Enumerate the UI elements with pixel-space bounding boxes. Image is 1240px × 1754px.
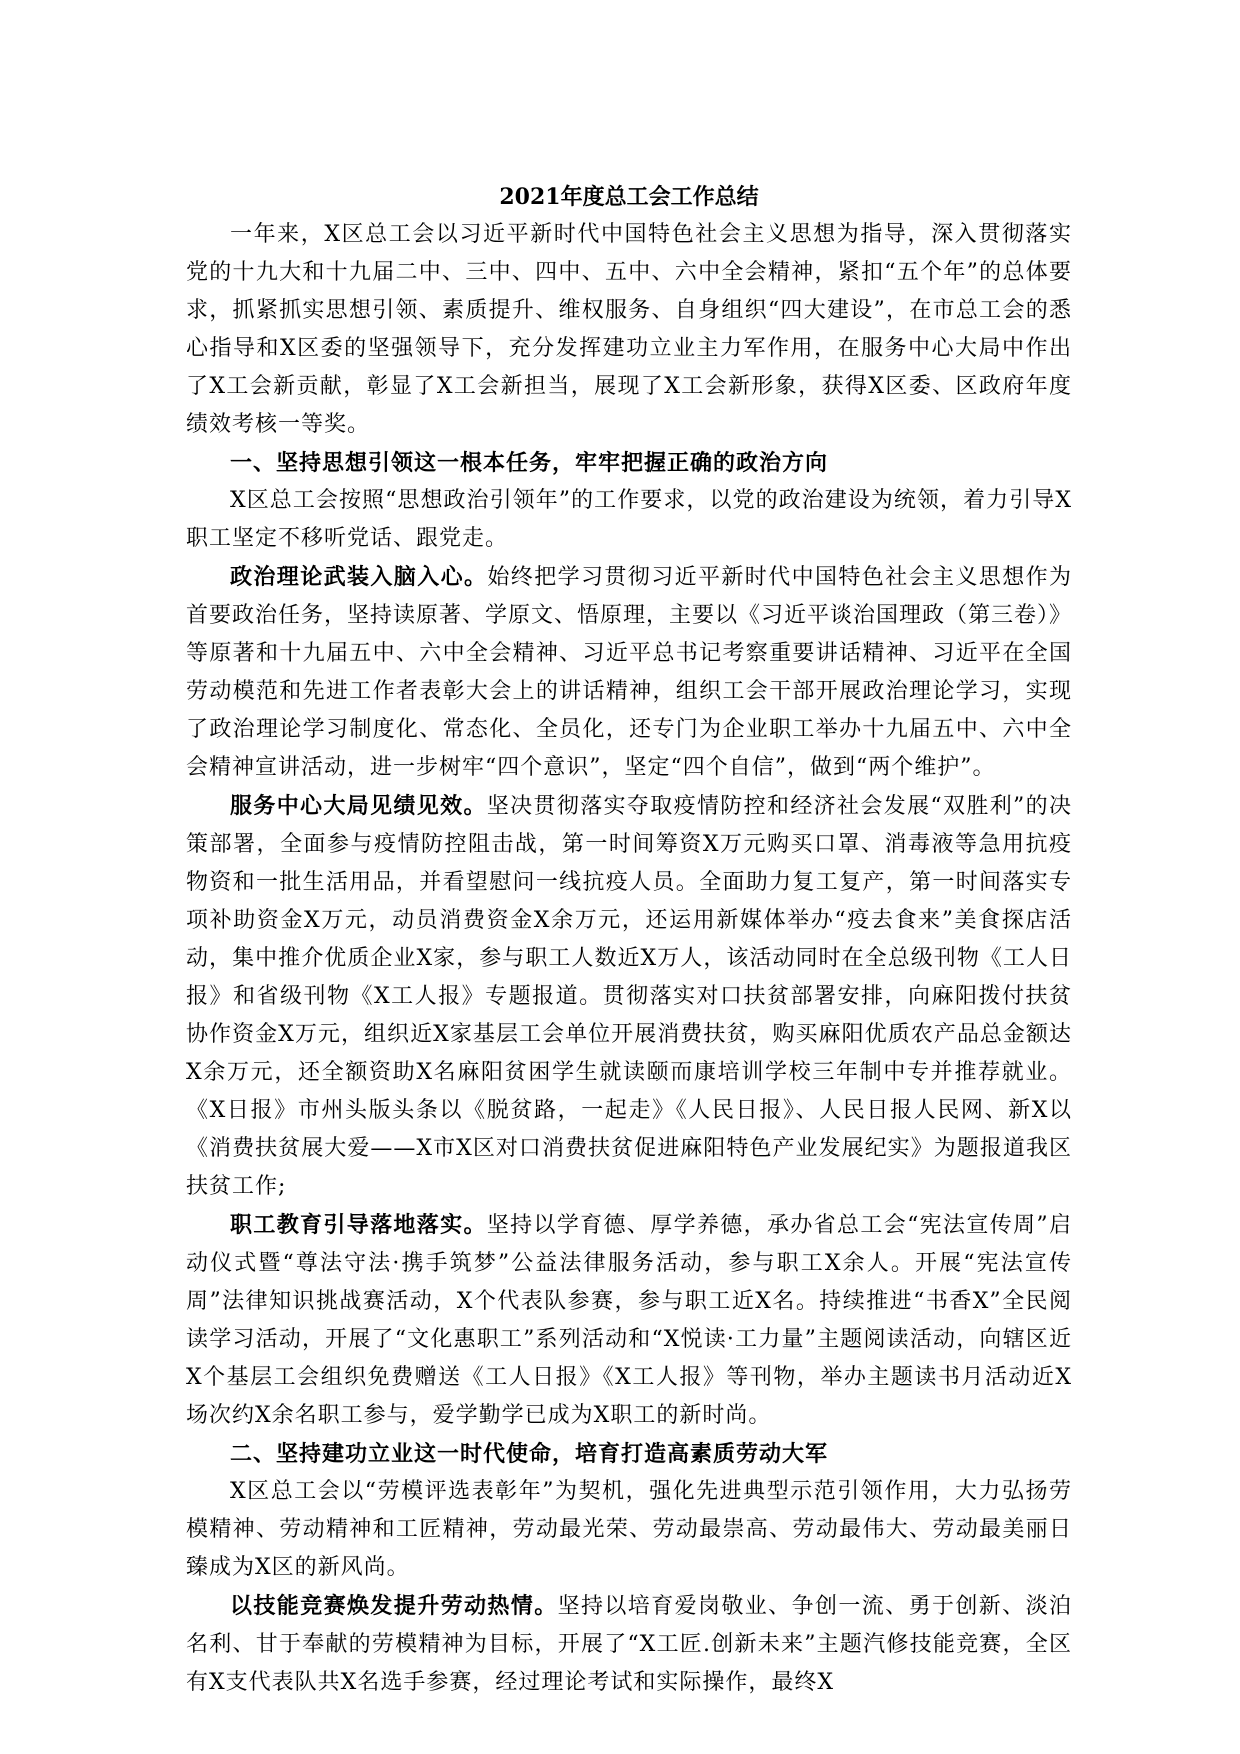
section-1-intro: X区总工会按照“思想政治引领年”的工作要求，以党的政治建设为统领，着力引导X职工坚定不移听党话、跟党走。: [186, 488, 1072, 551]
section-1-heading: 一、坚持思想引领这一根本任务，牢牢把握正确的政治方向: [230, 450, 829, 476]
intro-paragraph: 一年来，X区总工会以习近平新时代中国特色社会主义思想为指导，深入贯彻落实党的十九大和十九届二中、三中、四中、五中、六中全会精神，紧扣“五个年”的总体要求，抓紧抓实思想引领、素质提升、维权服务、自身组织“四大建设”，在市总工会的悉心指导和X区委的坚强领导下，充分发挥建功立业主力军作用，在服务中心大局中作出了X工会新贡献，彰显了X工会新担当，展现了X工会新形象，获得X区委、区政府年度绩效考核一等奖。: [186, 222, 1072, 437]
paragraph-lead: 以技能竞赛焕发提升劳动热情。: [230, 1593, 558, 1619]
section-2-intro: X区总工会以“劳模评选表彰年”为契机，强化先进典型示范引领作用，大力弘扬劳模精神、劳动精神和工匠精神，劳动最光荣、劳动最崇高、劳动最伟大、劳动最美丽日臻成为X区的新风尚。: [186, 1479, 1072, 1580]
paragraph-lead: 职工教育引导落地落实。: [230, 1212, 487, 1238]
paragraph-lead: 服务中心大局见绩见效。: [230, 793, 487, 819]
document-title: 2021年度总工会工作总结: [499, 184, 759, 210]
paragraph-body: 坚持以学育德、厚学养德，承办省总工会“宪法宣传周”启动仪式暨“尊法守法·携手筑梦”公益法律服务活动，参与职工X余人。开展“宪法宣传周”法律知识挑战赛活动，X个代表队参赛，参与职工近X名。持续推进“书香X”全民阅读学习活动，开展了“文化惠职工”系列活动和“X悦读·工力量”主题阅读活动，向辖区近X个基层工会组织免费赠送《工人日报》《X工人报》等刊物，举办主题读书月活动近X场次约X余名职工参与，爱学勤学已成为X职工的新时尚。: [186, 1213, 1072, 1428]
section-1-paragraph-2: [186, 787, 1072, 1206]
document-page: [186, 178, 1072, 1702]
paragraph-body: 始终把学习贯彻习近平新时代中国特色社会主义思想作为首要政治任务，坚持读原著、学原文、悟原理，主要以《习近平谈治国理政（第三卷）》等原著和十九届五中、六中全会精神、习近平总书记考察重要讲话精神、习近平在全国劳动模范和先进工作者表彰大会上的讲话精神，组织工会干部开展政治理论学习，实现了政治理论学习制度化、常态化、全员化，还专门为企业职工举办十九届五中、六中全会精神宣讲活动，进一步树牢“四个意识”，坚定“四个自信”，做到“两个维护”。: [186, 565, 1073, 780]
section-1-paragraph-3: [186, 1206, 1072, 1435]
section-2-paragraph-1: [186, 1587, 1072, 1702]
section-1-paragraph-1: [186, 558, 1072, 787]
paragraph-lead: 政治理论武装入脑入心。: [230, 564, 488, 590]
paragraph-body: 坚决贯彻落实夺取疫情防控和经济社会发展“双胜利”的决策部署，全面参与疫情防控阻击战，第一时间筹资X万元购买口罩、消毒液等急用抗疫物资和一批生活用品，并看望慰问一线抗疫人员。全面助力复工复产，第一时间落实专项补助资金X万元，动员消费资金X余万元，还运用新媒体举办“疫去食来”美食探店活动，集中推介优质企业X家，参与职工人数近X万人，该活动同时在全总级刊物《工人日报》和省级刊物《X工人报》专题报道。贯彻落实对口扶贫部署安排，向麻阳拨付扶贫协作资金X万元，组织近X家基层工会单位开展消费扶贫，购买麻阳优质农产品总金额达X余万元，还全额资助X名麻阳贫困学生就读颐而康培训学校三年制中专并推荐就业。《X日报》市州头版头条以《脱贫路，一起走》《人民日报》、人民日报人民网、新X以《消费扶贫展大爱——X市X区对口消费扶贫促进麻阳特色产业发展纪实》为题报道我区扶贫工作;: [186, 794, 1072, 1199]
section-2-heading: 二、坚持建功立业这一时代使命，培育打造高素质劳动大军: [230, 1441, 829, 1467]
paragraph-body: 坚持以培育爱岗敬业、争创一流、勇于创新、淡泊名利、甘于奉献的劳模精神为目标，开展了“X工匠.创新未来”主题汽修技能竞赛，全区有X支代表队共X名选手参赛，经过理论考试和实际操作，最终X: [186, 1594, 1072, 1695]
